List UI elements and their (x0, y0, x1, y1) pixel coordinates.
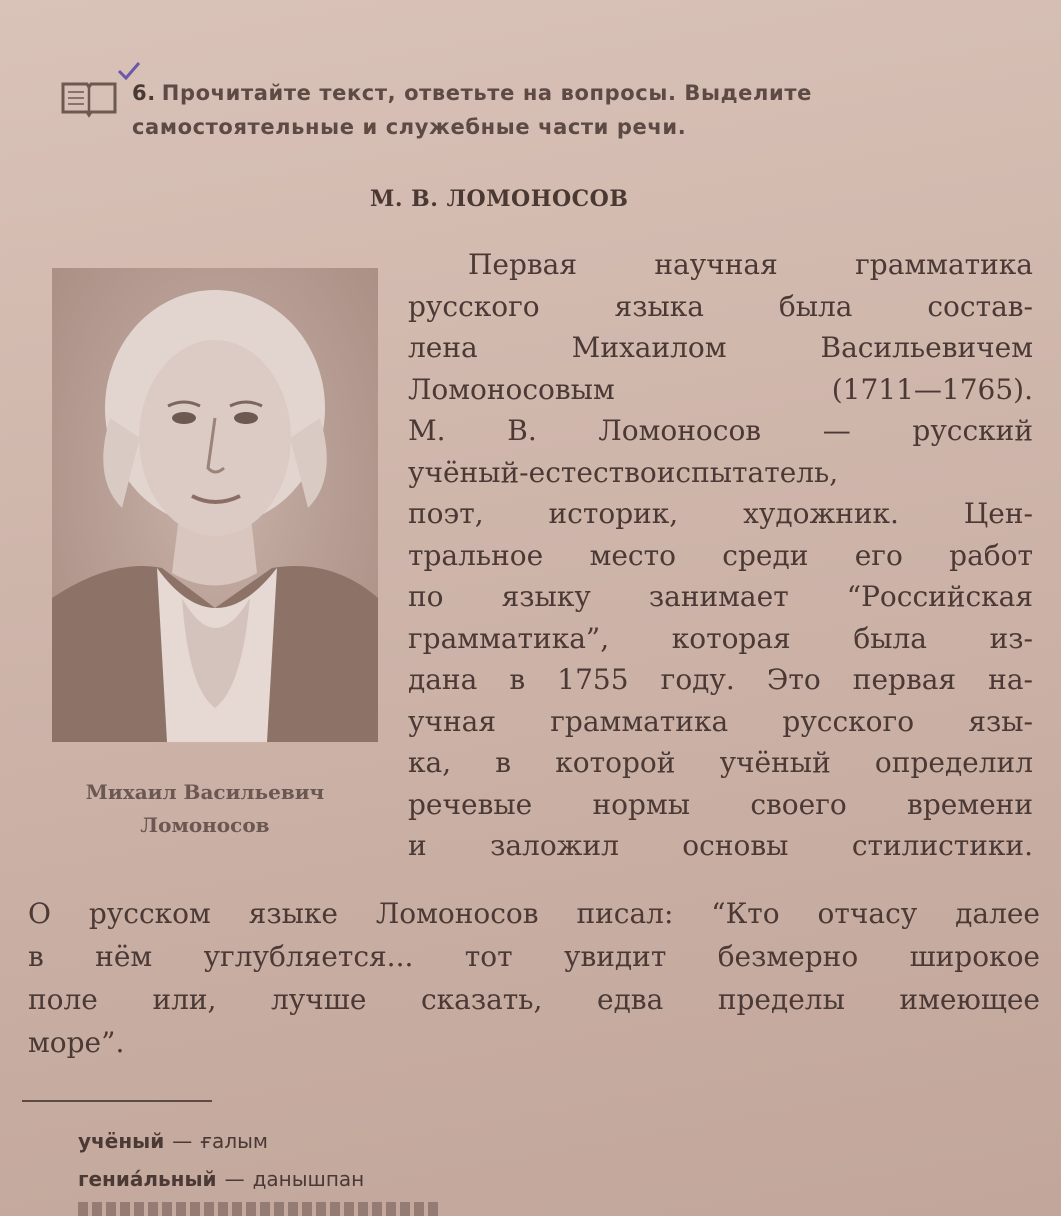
task-instruction (132, 76, 1032, 144)
instruction-line-1: Прочитайте текст, ответьте на вопросы. Выделите (161, 81, 812, 105)
text-right-column (408, 244, 1033, 867)
vocabulary-item (78, 1122, 778, 1160)
text-line: грамматика”, которая была из- (408, 621, 1033, 655)
portrait-caption (40, 776, 370, 842)
vocabulary-dash: — (224, 1167, 245, 1191)
text-line: в нём углубляется... тот увидит безмерно широкое (28, 940, 1040, 973)
text-title: М. В. ЛОМОНОСОВ (370, 186, 629, 212)
text-line: О русском языке Ломоносов писал: “Кто отчасу далее (28, 897, 1040, 930)
text-line: дана в 1755 году. Это первая на- (408, 663, 1033, 696)
text-line: тральное место среди его работ (408, 538, 1033, 572)
task-number: 6. (132, 81, 156, 105)
text-full-width (28, 892, 1040, 1064)
text-line: учёный-естествоиспытатель, (408, 455, 839, 489)
text-line: по языку занимает “Российская (408, 580, 1033, 613)
text-line: лена Михаилом Васильевичем (408, 331, 1033, 364)
caption-line-2: Ломоносов (140, 813, 270, 837)
footnote-divider (22, 1100, 212, 1102)
vocabulary-dash: — (172, 1129, 193, 1153)
caption-line-1: Михаил Васильевич (85, 780, 325, 804)
vocabulary-word: гениа́льный (78, 1167, 217, 1191)
vocabulary-word: учёный (78, 1129, 165, 1153)
book-icon (60, 78, 118, 118)
portrait-drawing (52, 268, 378, 742)
vocabulary-translation: ғалым (200, 1129, 268, 1153)
text-line: и заложил основы стилистики. (408, 829, 1033, 862)
text-line: поле или, лучше сказать, едва пределы имеющее (28, 983, 1040, 1016)
instruction-line-2: самостоятельные и служебные части речи. (132, 115, 687, 139)
text-line: русского языка была состав- (408, 289, 1033, 323)
text-line: ка, в которой учёный определил (408, 746, 1033, 779)
cut-off-text-line (78, 1202, 438, 1216)
vocabulary-list (78, 1122, 778, 1198)
text-line: М. В. Ломоносов — русский (408, 414, 1033, 447)
text-line: Ломоносовым (1711—1765). (408, 372, 1033, 406)
portrait-image (52, 268, 378, 742)
text-line: Первая научная грамматика (468, 248, 1033, 281)
text-line: поэт, историк, художник. Цен- (408, 497, 1033, 530)
vocabulary-translation: данышпан (252, 1167, 365, 1191)
text-line: море”. (28, 1026, 125, 1059)
text-line: учная грамматика русского язы- (408, 704, 1033, 738)
text-line: речевые нормы своего времени (408, 787, 1033, 821)
vocabulary-item (78, 1160, 778, 1198)
